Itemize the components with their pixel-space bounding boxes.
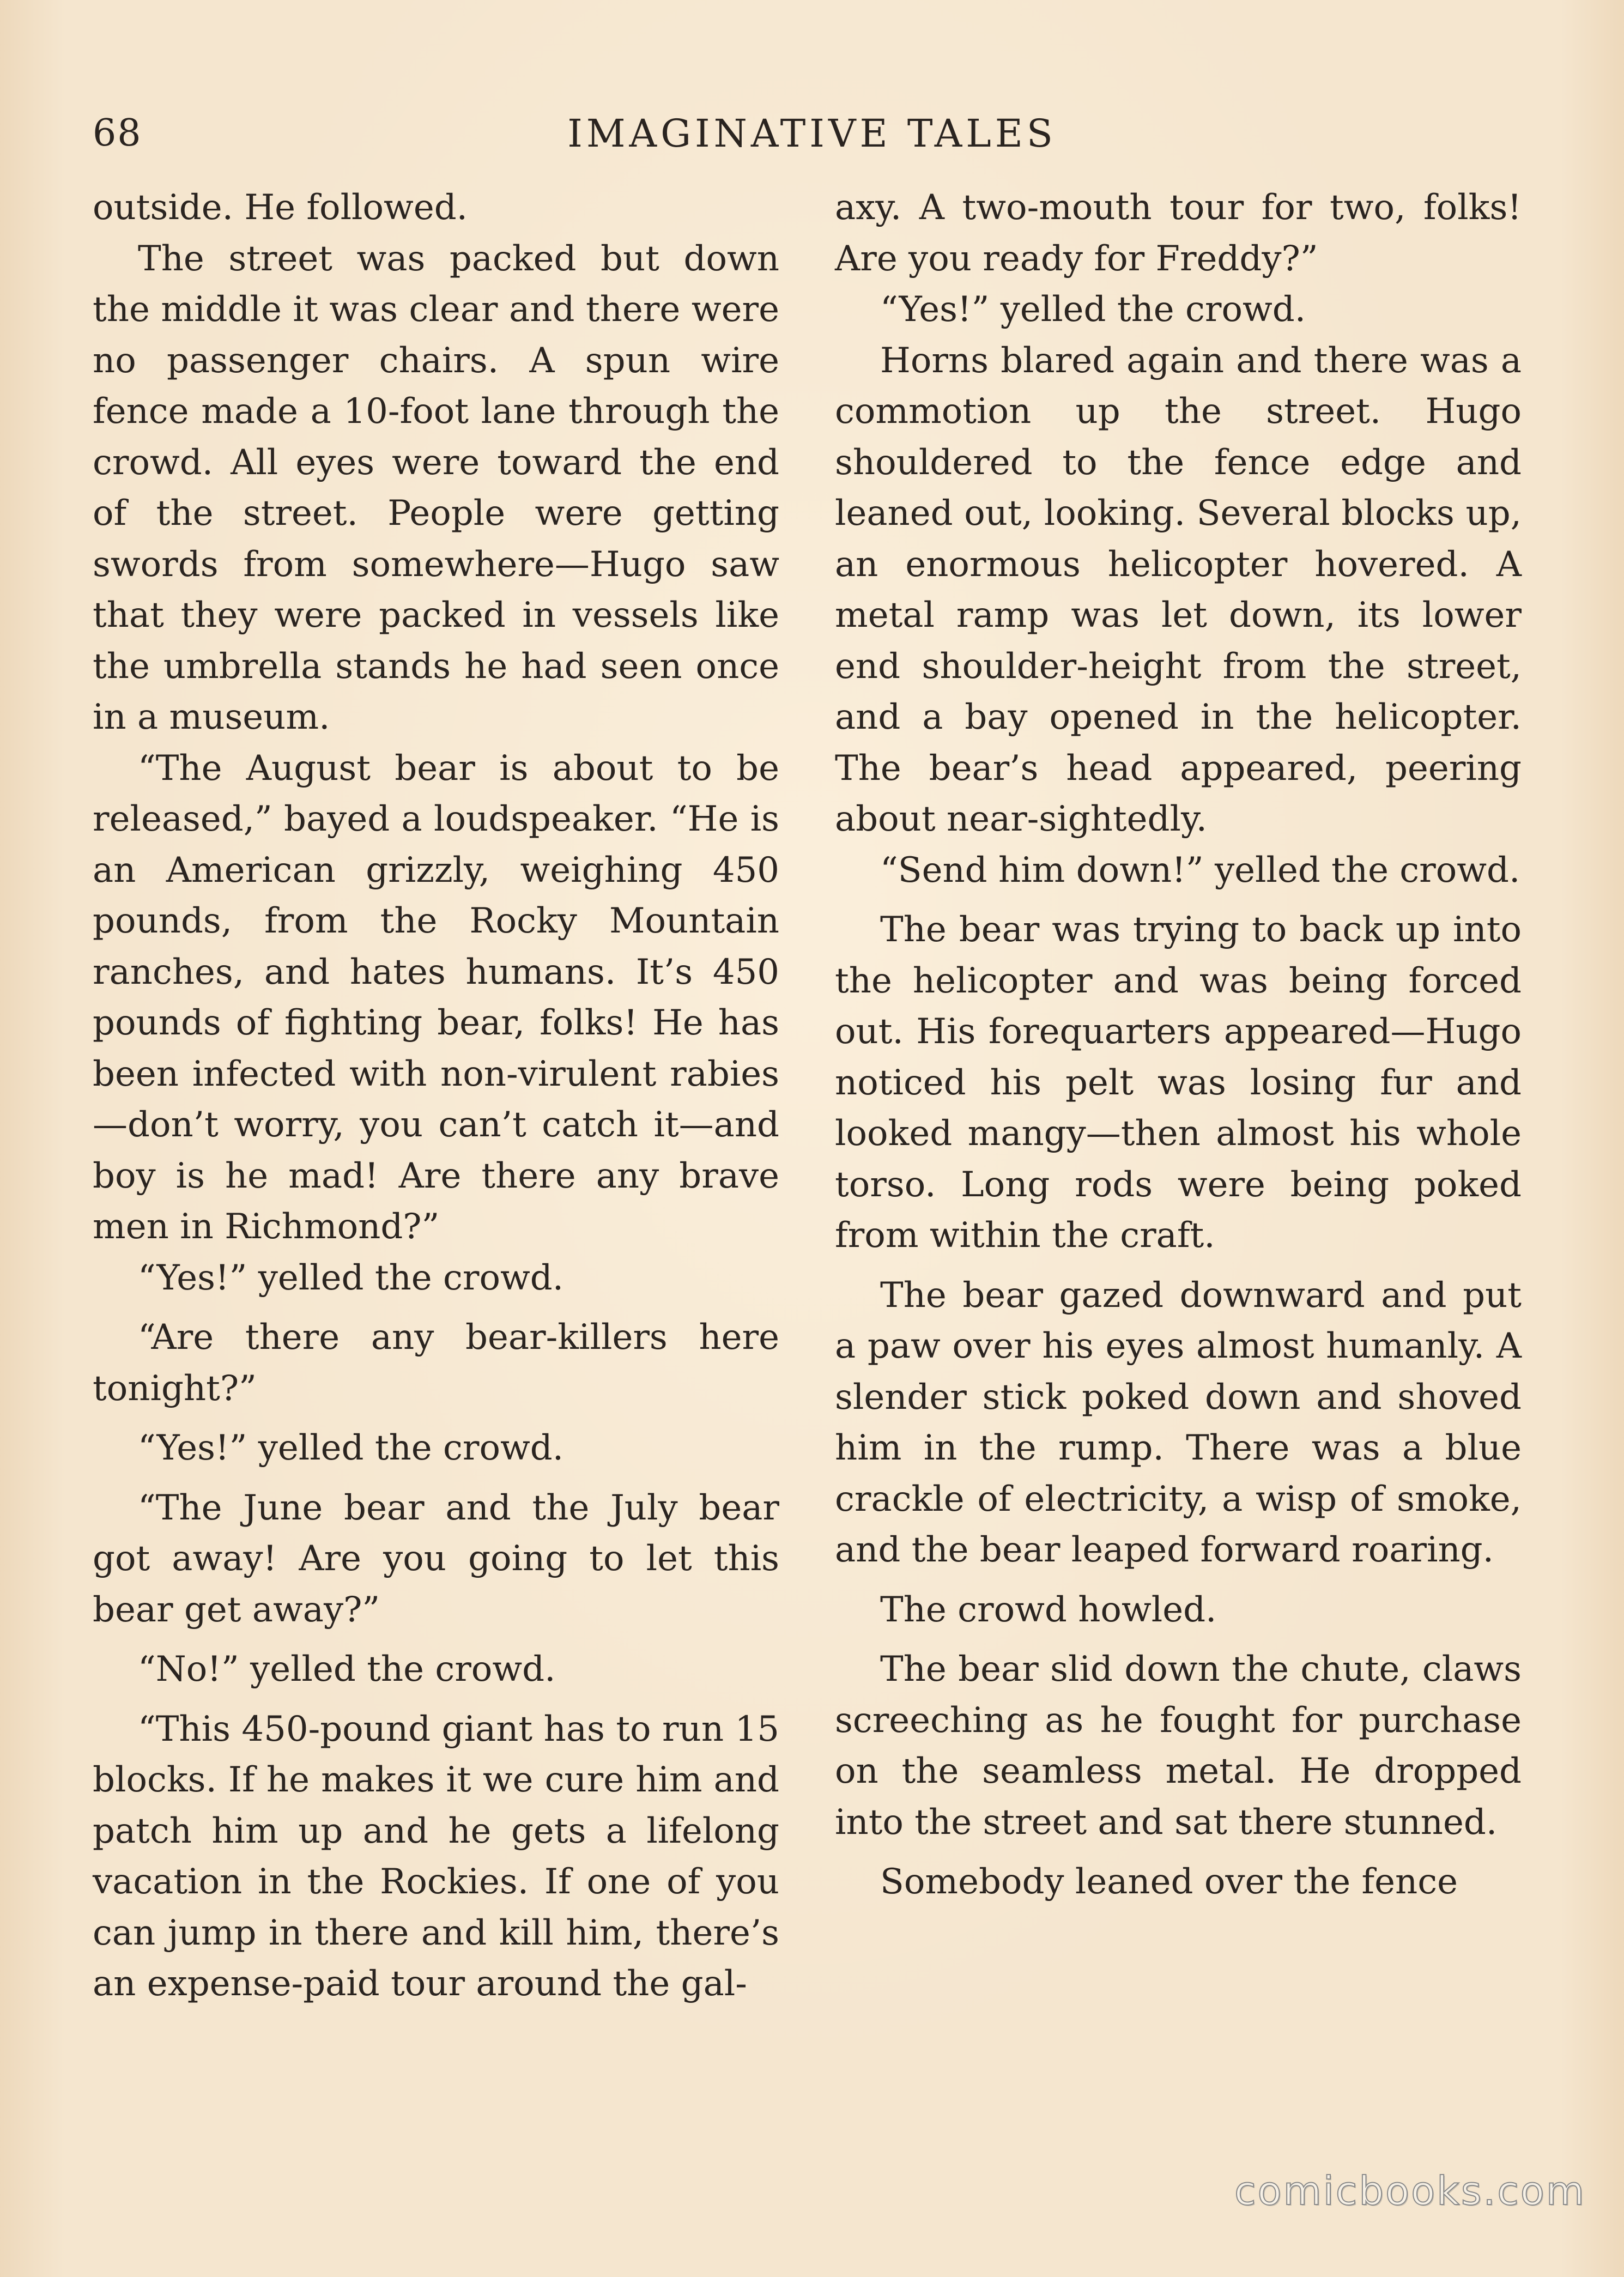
paragraph: “The August bear is about to be released,” bayed a loudspeaker. “He is an American grizzly, weighing 450 pounds, from the Rocky Mountain ranches, and hates humans. It’s 450 pounds of fighting bear, folks! He has been infected with non-virulent rabies—don’t worry, you can’t catch it—and boy is he mad! Are there any brave men in Richmond?” bbox=[93, 748, 779, 1247]
page-number: 68 bbox=[93, 112, 142, 155]
running-head: IMAGINATIVE TALES bbox=[567, 111, 1057, 156]
watermark: comicbooks.com bbox=[1234, 2168, 1586, 2214]
right-column bbox=[835, 183, 1522, 1908]
paragraph: The street was packed but down the middle it was clear and there were no passenger chairs. A spun wire fence made a 10-foot lane through the crowd. All eyes were toward the end of the street. People were getting swords from somewhere—Hugo saw that they were packed in vessels like the umbrella stands he had seen once in a museum. bbox=[93, 238, 779, 737]
paragraph: “This 450-pound giant has to run 15 blocks. If he makes it we cure him and patch him up and he gets a lifelong vacation in the Rockies. If one of you can jump in there and kill him, there’s an expense-paid tour around the gal- bbox=[93, 1709, 779, 2004]
paragraph: “No!” yelled the crowd. bbox=[138, 1649, 556, 1689]
paragraph: Somebody leaned over the fence bbox=[880, 1862, 1458, 1902]
paragraph: “Yes!” yelled the crowd. bbox=[138, 1257, 564, 1298]
paragraph: “Are there any bear-killers here tonight?” bbox=[93, 1317, 779, 1409]
paragraph: “Yes!” yelled the crowd. bbox=[138, 1428, 564, 1468]
paragraph: “Yes!” yelled the crowd. bbox=[880, 289, 1306, 330]
paragraph: Horns blared again and there was a commotion up the street. Hugo shouldered to the fence edge and leaned out, looking. Several blocks up, an enormous helicopter hovered. A metal ramp was let down, its lower end shoulder-height from the street, and a bay opened in the helicopter. The bear’s head appeared, peering about near-sightedly. bbox=[835, 340, 1522, 839]
paragraph: axy. A two-mouth tour for two, folks! Are you ready for Freddy?” bbox=[835, 187, 1522, 279]
paragraph: “The June bear and the July bear got away! Are you going to let this bear get away?” bbox=[93, 1487, 779, 1630]
paragraph: “Send him down!” yelled the crowd. bbox=[880, 850, 1520, 891]
paragraph: The bear was trying to back up into the helicopter and was being forced out. His forequarters appeared—Hugo noticed his pelt was losing fur and looked mangy—then almost his whole torso. Long rods were being poked from within the craft. bbox=[835, 910, 1522, 1256]
paragraph: The crowd howled. bbox=[880, 1589, 1217, 1630]
paragraph: The bear slid down the chute, claws screeching as he fought for purchase on the seamless metal. He dropped into the street and sat there stunned. bbox=[835, 1649, 1522, 1843]
page-header bbox=[93, 106, 1531, 161]
paragraph: The bear gazed downward and put a paw over his eyes almost humanly. A slender stick poked down and shoved him in the rump. There was a blue crackle of electricity, a wisp of smoke, and the bear leaped forward roaring. bbox=[835, 1275, 1522, 1570]
paragraph: outside. He followed. bbox=[93, 187, 468, 228]
left-column bbox=[93, 183, 779, 2010]
